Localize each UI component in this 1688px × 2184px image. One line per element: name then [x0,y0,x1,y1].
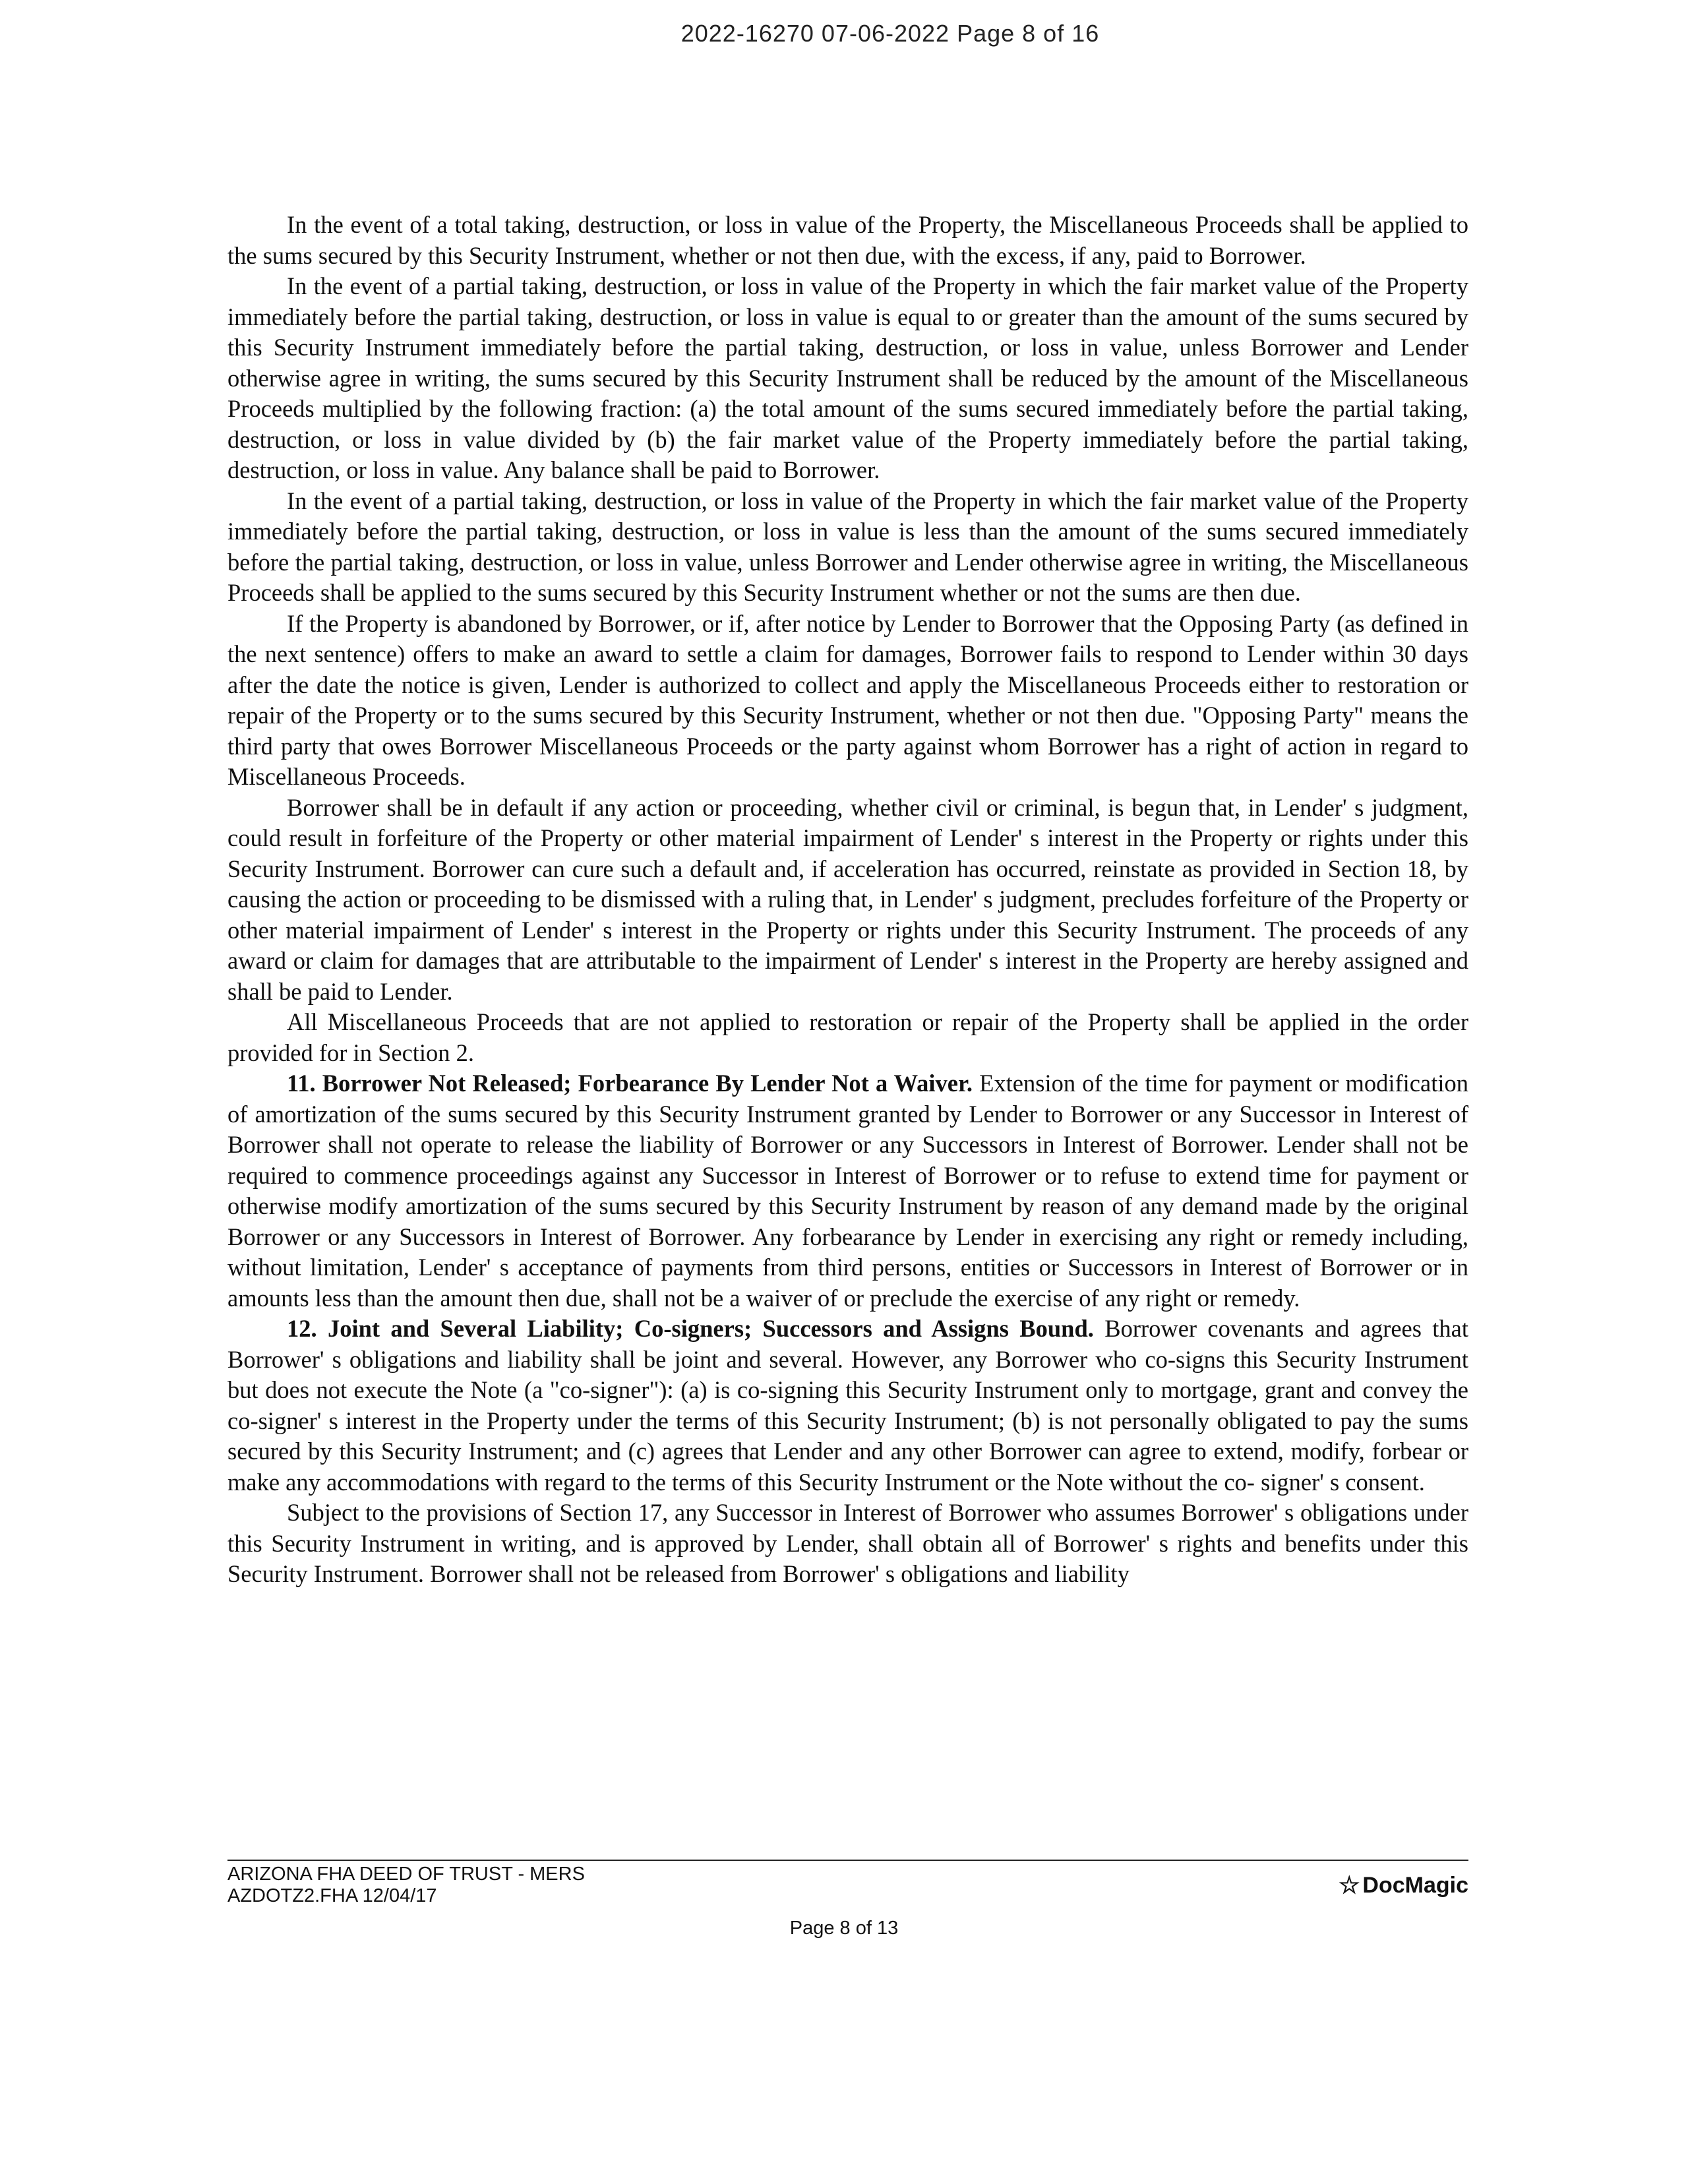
footer-divider [227,1860,1468,1861]
paragraph: If the Property is abandoned by Borrower, or if, after notice by Lender to Borrower that the Opposing Party (as defined in the next sentence) offers to make an award to settle a claim for damages, Borrower fails to respond to Lender within 30 days after the date the notice is given, Lender is authorized to collect and apply the Miscellaneous Proceeds either to restoration or repair of the Property or to the sums secured by this Security Instrument, whether or not then due. "Opposing Party" means the third party that owes Borrower Miscellaneous Proceeds or the party against whom Borrower has a right of action in regard to Miscellaneous Proceeds. [227,609,1468,790]
paragraph: All Miscellaneous Proceeds that are not applied to restoration or repair of the Property shall be applied in the order provided for in Section 2. [227,1008,1468,1066]
section-11-paragraph [227,1068,1468,1314]
section-12-paragraph [227,1314,1468,1498]
footer-form-info [227,1864,585,1907]
docmagic-logo [1339,1871,1468,1899]
star-icon: ☆ [1339,1871,1360,1898]
document-body [227,210,1468,1590]
form-title: ARIZONA FHA DEED OF TRUST - MERS [227,1864,585,1885]
section-12-text: Borrower covenants and agrees that Borrower' s obligations and liability shall be joint and several. However, any Borrower who co-signs this Security Instrument but does not execute the Note (a "co-signer"): (a) is co-signing this Security Instrument only to mortgage, grant and convey the co-signer' s interest in the Property under the terms of this Security Instrument; (b) is not personally obligated to pay the sums secured by this Security Instrument; and (c) agrees that Lender and any other Borrower can agree to extend, modify, forbear or make any accommodations with regard to the terms of this Security Instrument or the Note without the co- signer' s consent. [227,1315,1468,1496]
paragraph: In the event of a partial taking, destruction, or loss in value of the Property in which the fair market value of the Property immediately before the partial taking, destruction, or loss in value is less than the amount of the sums secured immediately before the partial taking, destruction, or loss in value, unless Borrower and Lender otherwise agree in writing, the Miscellaneous Proceeds shall be applied to the sums secured by this Security Instrument whether or not the sums are then due. [227,487,1468,606]
recording-stamp: 2022-16270 07-06-2022 Page 8 of 16 [680,20,1100,47]
brand-name: DocMagic [1362,1872,1468,1898]
section-11-heading: 11. Borrower Not Released; Forbearance By Lender Not a Waiver. [287,1070,973,1097]
paragraph: Borrower shall be in default if any action or proceeding, whether civil or criminal, is begun that, in Lender' s judgment, could result in forfeiture of the Property or other material impairment of Lender' s interest in the Property or rights under this Security Instrument. Borrower can cure such a default and, if acceleration has occurred, reinstate as provided in Section 18, by causing the action or proceeding to be dismissed with a ruling that, in Lender' s judgment, precludes forfeiture of the Property or other material impairment of Lender' s interest in the Property or rights under this Security Instrument. The proceeds of any award or claim for damages that are attributable to the impairment of Lender' s interest in the Property are hereby assigned and shall be paid to Lender. [227,793,1468,1005]
paragraph: In the event of a partial taking, destruction, or loss in value of the Property in which the fair market value of the Property immediately before the partial taking, destruction, or loss in value is equal to or greater than the amount of the sums secured by this Security Instrument immediately before the partial taking, destruction, or loss in value, unless Borrower and Lender otherwise agree in writing, the sums secured by this Security Instrument shall be reduced by the amount of the Miscellaneous Proceeds multiplied by the following fraction: (a) the total amount of the sums secured immediately before the partial taking, destruction, or loss in value divided by (b) the fair market value of the Property immediately before the partial taking, destruction, or loss in value. Any balance shall be paid to Borrower. [227,272,1468,483]
page-number: Page 8 of 13 [789,1918,899,1939]
paragraph: In the event of a total taking, destruction, or loss in value of the Property, the Miscellaneous Proceeds shall be applied to the sums secured by this Security Instrument, whether or not then due, with the excess, if any, paid to Borrower. [227,211,1468,269]
section-11-text: Extension of the time for payment or modification of amortization of the sums secured by this Security Instrument granted by Lender to Borrower or any Successor in Interest of Borrower shall not operate to release the liability of Borrower or any Successors in Interest of Borrower. Lender shall not be required to commence proceedings against any Successor in Interest of Borrower or to refuse to extend time for payment or otherwise modify amortization of the sums secured by this Security Instrument by reason of any demand made by the original Borrower or any Successors in Interest of Borrower. Any forbearance by Lender in exercising any right or remedy including, without limitation, Lender' s acceptance of payments from third persons, entities or Successors in Interest of Borrower or in amounts less than the amount then due, shall not be a waiver of or preclude the exercise of any right or remedy. [227,1070,1468,1312]
paragraph: Subject to the provisions of Section 17, any Successor in Interest of Borrower who assumes Borrower' s obligations under this Security Instrument in writing, and is approved by Lender, shall obtain all of Borrower' s rights and benefits under this Security Instrument. Borrower shall not be released from Borrower' s obligations and liability [227,1499,1468,1587]
form-code: AZDOTZ2.FHA 12/04/17 [227,1885,437,1906]
section-12-heading: 12. Joint and Several Liability; Co-signers; Successors and Assigns Bound. [287,1315,1094,1342]
